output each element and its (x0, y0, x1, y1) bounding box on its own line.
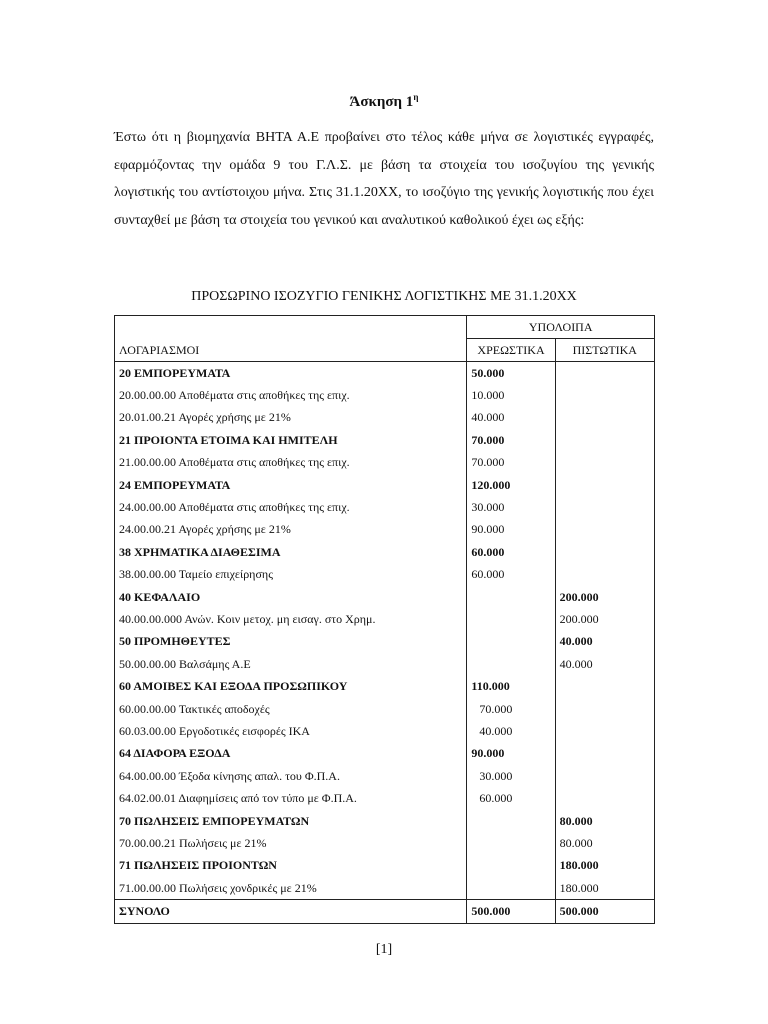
intro-paragraph: Έστω ότι η βιομηχανία ΒΗΤΑ Α.Ε προβαίνει στο τέλος κάθε μήνα σε λογιστικές εγγραφές, εφαρμόζοντας την ομάδα 9 του Γ.Λ.Σ. με βάση τα στοιχεία του ισοζυγίου της γενικής λογιστικής του αντίστοιχου μήνα. Στις 31.1.20ΧΧ, το ισοζύγιο της γενικής λογιστικής που έχει συνταχθεί με βάση τα στοιχεία του γενικού και αναλυτικού καθολικού έχει ως εξής: (114, 130, 654, 228)
account-cell: 24 ΕΜΠΟΡΕΥΜΑΤΑ (115, 474, 467, 496)
debit-cell (467, 877, 555, 900)
debit-cell: 30.000 (467, 765, 555, 787)
credit-cell: 200.000 (555, 608, 654, 630)
debit-cell: 60.000 (467, 787, 555, 809)
account-group-row (115, 855, 655, 877)
account-group-row (115, 362, 655, 385)
account-cell: 60.03.00.00 Εργοδοτικές εισφορές ΙΚΑ (115, 720, 467, 742)
credit-cell (555, 743, 654, 765)
account-cell: 70.00.00.21 Πωλήσεις με 21% (115, 832, 467, 854)
account-cell: 40 ΚΕΦΑΛΑΙΟ (115, 586, 467, 608)
credit-cell (555, 765, 654, 787)
account-group-row (115, 743, 655, 765)
debit-cell: 90.000 (467, 519, 555, 541)
credit-cell (555, 541, 654, 563)
credit-cell (555, 675, 654, 697)
account-row (115, 564, 655, 586)
account-cell: 50.00.00.00 Βαλσάμης Α.Ε (115, 653, 467, 675)
debit-cell: 60.000 (467, 564, 555, 586)
exercise-title (0, 92, 768, 111)
account-group-row (115, 675, 655, 697)
total-label-cell: ΣΥΝΟΛΟ (115, 900, 467, 923)
total-row (115, 900, 655, 923)
credit-cell: 180.000 (555, 855, 654, 877)
account-row (115, 877, 655, 900)
debit-cell (467, 586, 555, 608)
debit-cell (467, 855, 555, 877)
credit-cell: 180.000 (555, 877, 654, 900)
account-row (115, 653, 655, 675)
debit-cell: 50.000 (467, 362, 555, 385)
account-cell: 64 ΔΙΑΦΟΡΑ ΕΞΟΔΑ (115, 743, 467, 765)
credit-cell (555, 362, 654, 385)
account-row (115, 519, 655, 541)
account-cell: 60 ΑΜΟΙΒΕΣ ΚΑΙ ΕΞΟΔΑ ΠΡΟΣΩΠΙΚΟΥ (115, 675, 467, 697)
debit-cell (467, 810, 555, 832)
account-cell: 40.00.00.000 Ανών. Κοιν μετοχ. μη εισαγ. στο Χρημ. (115, 608, 467, 630)
debit-cell: 30.000 (467, 496, 555, 518)
credit-cell (555, 698, 654, 720)
credit-cell: 80.000 (555, 832, 654, 854)
debit-cell: 60.000 (467, 541, 555, 563)
account-cell: 38 ΧΡΗΜΑΤΙΚΑ ΔΙΑΘΕΣΙΜΑ (115, 541, 467, 563)
exercise-title-sup: η (413, 92, 419, 102)
account-row (115, 608, 655, 630)
credit-cell (555, 407, 654, 429)
credit-cell (555, 564, 654, 586)
account-group-row (115, 586, 655, 608)
account-cell: 64.02.00.01 Διαφημίσεις από τον τύπο με Φ.Π.Α. (115, 787, 467, 809)
account-group-row (115, 429, 655, 451)
account-row (115, 765, 655, 787)
account-cell: 38.00.00.00 Ταμείο επιχείρησης (115, 564, 467, 586)
account-group-row (115, 631, 655, 653)
debit-cell: 40.000 (467, 720, 555, 742)
debit-cell (467, 832, 555, 854)
header-credit: ΠΙΣΤΩΤΙΚΑ (555, 339, 654, 362)
debit-cell: 90.000 (467, 743, 555, 765)
account-row (115, 720, 655, 742)
total-credit-cell: 500.000 (555, 900, 654, 923)
debit-cell: 110.000 (467, 675, 555, 697)
account-cell: 20 ΕΜΠΟΡΕΥΜΑΤΑ (115, 362, 467, 385)
credit-cell (555, 720, 654, 742)
account-cell: 71 ΠΩΛΗΣΕΙΣ ΠΡΟΙΟΝΤΩΝ (115, 855, 467, 877)
account-cell: 24.00.00.21 Αγορές χρήσης με 21% (115, 519, 467, 541)
account-cell: 50 ΠΡΟΜΗΘΕΥΤΕΣ (115, 631, 467, 653)
account-cell: 21 ΠΡΟΙΟΝΤΑ ΕΤΟΙΜΑ ΚΑΙ ΗΜΙΤΕΛΗ (115, 429, 467, 451)
debit-cell (467, 608, 555, 630)
debit-cell: 70.000 (467, 452, 555, 474)
account-group-row (115, 474, 655, 496)
header-balances: ΥΠΟΛΟΙΠΑ (467, 316, 655, 339)
account-group-row (115, 810, 655, 832)
debit-cell: 120.000 (467, 474, 555, 496)
debit-cell: 70.000 (467, 429, 555, 451)
account-cell: 20.00.00.00 Αποθέματα στις αποθήκες της επιχ. (115, 384, 467, 406)
account-row (115, 832, 655, 854)
account-cell: 71.00.00.00 Πωλήσεις χονδρικές με 21% (115, 877, 467, 900)
credit-cell (555, 452, 654, 474)
account-row (115, 496, 655, 518)
account-group-row (115, 541, 655, 563)
total-debit-cell: 500.000 (467, 900, 555, 923)
credit-cell (555, 496, 654, 518)
exercise-title-text: Άσκηση 1 (349, 94, 414, 110)
page-number: [1] (375, 942, 393, 957)
account-cell: 60.00.00.00 Τακτικές αποδοχές (115, 698, 467, 720)
account-row (115, 698, 655, 720)
account-cell: 70 ΠΩΛΗΣΕΙΣ ΕΜΠΟΡΕΥΜΑΤΩΝ (115, 810, 467, 832)
account-cell: 24.00.00.00 Αποθέματα στις αποθήκες της επιχ. (115, 496, 467, 518)
table-title: ΠΡΟΣΩΡΙΝΟ ΙΣΟΖΥΓΙΟ ΓΕΝΙΚΗΣ ΛΟΓΙΣΤΙΚΗΣ ΜΕ 31.1.20ΧΧ (191, 289, 577, 304)
debit-cell (467, 653, 555, 675)
credit-cell: 80.000 (555, 810, 654, 832)
header-debit: ΧΡΕΩΣΤΙΚΑ (467, 339, 555, 362)
table-header-row-1 (115, 316, 655, 339)
account-cell: 21.00.00.00 Αποθέματα στις αποθήκες της επιχ. (115, 452, 467, 474)
credit-cell (555, 787, 654, 809)
account-cell: 20.01.00.21 Αγορές χρήσης με 21% (115, 407, 467, 429)
credit-cell: 200.000 (555, 586, 654, 608)
credit-cell (555, 519, 654, 541)
account-row (115, 407, 655, 429)
account-row (115, 452, 655, 474)
debit-cell: 10.000 (467, 384, 555, 406)
header-accounts: ΛΟΓΑΡΙΑΣΜΟΙ (115, 316, 467, 362)
account-row (115, 384, 655, 406)
credit-cell: 40.000 (555, 631, 654, 653)
credit-cell (555, 474, 654, 496)
credit-cell (555, 429, 654, 451)
debit-cell: 40.000 (467, 407, 555, 429)
account-cell: 64.00.00.00 Έξοδα κίνησης απαλ. του Φ.Π.Α. (115, 765, 467, 787)
credit-cell (555, 384, 654, 406)
debit-cell (467, 631, 555, 653)
account-row (115, 787, 655, 809)
trial-balance-table (114, 315, 655, 924)
credit-cell: 40.000 (555, 653, 654, 675)
debit-cell: 70.000 (467, 698, 555, 720)
